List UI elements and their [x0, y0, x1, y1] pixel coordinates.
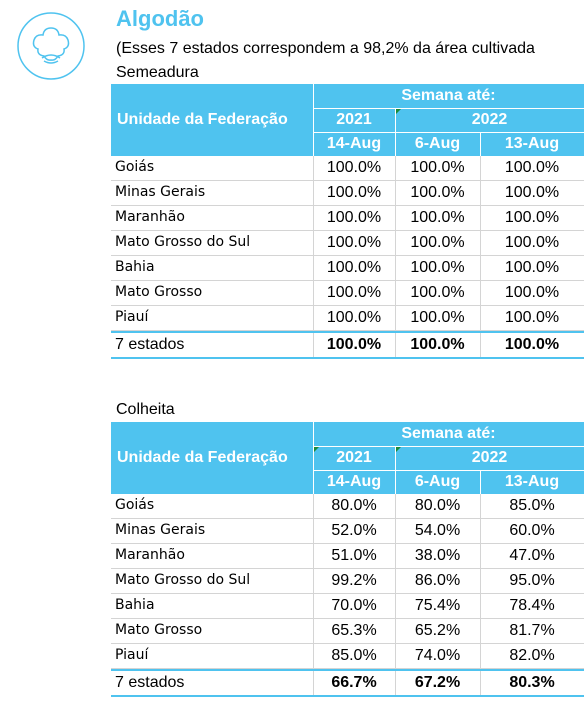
total-label: 7 estados: [115, 674, 185, 691]
uf-column-header: Unidade da Federação: [117, 111, 288, 128]
table-row: [111, 644, 584, 669]
value-2022-2: 100.0%: [504, 284, 560, 301]
value-2021: 100.0%: [326, 234, 382, 251]
value-2022-1: 86.0%: [414, 572, 461, 589]
semana-header: Semana até:: [401, 87, 496, 104]
cell-comment-marker: [396, 447, 401, 452]
table-row: [111, 206, 584, 231]
cell-comment-marker: [314, 447, 319, 452]
value-2022-1: 100.0%: [410, 309, 465, 326]
value-2021: 85.0%: [331, 647, 377, 664]
value-2022-1: 100.0%: [410, 159, 465, 176]
total-label: 7 estados: [115, 336, 185, 353]
uf-name: Maranhão: [115, 209, 185, 225]
date-header-2: 6-Aug: [414, 135, 461, 152]
value-2021: 70.0%: [331, 597, 377, 614]
value-2021: 99.2%: [331, 572, 377, 589]
value-2022-2: 47.0%: [509, 547, 555, 564]
uf-name: Maranhão: [115, 547, 185, 563]
value-2021: 100.0%: [326, 284, 382, 301]
table-row: [111, 181, 584, 206]
date-header-1: 14-Aug: [326, 135, 382, 152]
table-row: [111, 544, 584, 569]
value-2022-1: 100.0%: [410, 259, 465, 276]
year-header-2021: 2021: [336, 111, 372, 128]
uf-name: Mato Grosso do Sul: [115, 234, 251, 250]
total-value-2021: 100.0%: [326, 336, 382, 353]
year-header-2022: 2022: [471, 111, 508, 128]
year-header-2022: 2022: [471, 449, 508, 466]
total-row: [111, 669, 584, 697]
uf-column-header: Unidade da Federação: [117, 449, 288, 466]
value-2022-2: 100.0%: [504, 234, 560, 251]
table-row: [111, 281, 584, 306]
value-2022-1: 38.0%: [414, 547, 461, 564]
date-header-1: 14-Aug: [326, 473, 382, 490]
total-value-2021: 66.7%: [331, 674, 377, 691]
uf-name: Mato Grosso: [115, 622, 203, 638]
date-header-2: 6-Aug: [414, 473, 461, 490]
value-2021: 51.0%: [331, 547, 377, 564]
page-title: Algodão: [116, 6, 204, 31]
value-2022-1: 65.2%: [414, 622, 461, 639]
value-2022-2: 85.0%: [509, 497, 555, 514]
uf-name: Minas Gerais: [115, 522, 206, 538]
value-2022-1: 100.0%: [410, 234, 465, 251]
table-row: [111, 494, 584, 519]
uf-name: Mato Grosso: [115, 284, 203, 300]
table-row: [111, 231, 584, 256]
total-row: [111, 331, 584, 359]
uf-name: Piauí: [115, 309, 149, 325]
value-2021: 100.0%: [326, 159, 382, 176]
year-header-2021: 2021: [336, 449, 372, 466]
value-2021: 100.0%: [326, 259, 382, 276]
total-value-2022-2: 100.0%: [504, 336, 560, 353]
value-2021: 100.0%: [326, 184, 382, 201]
section-label-colheita: Colheita: [116, 401, 175, 418]
uf-name: Mato Grosso do Sul: [115, 572, 251, 588]
total-value-2022-2: 80.3%: [509, 674, 555, 691]
uf-name: Goiás: [115, 497, 155, 513]
table-header: [111, 422, 584, 494]
table-row: [111, 306, 584, 331]
value-2021: 52.0%: [331, 522, 377, 539]
table-row: [111, 594, 584, 619]
total-value-2022-1: 67.2%: [414, 674, 461, 691]
table-row: [111, 519, 584, 544]
value-2022-2: 78.4%: [509, 597, 555, 614]
uf-name: Bahia: [115, 259, 155, 275]
value-2021: 100.0%: [326, 209, 382, 226]
table-row: [111, 569, 584, 594]
value-2022-1: 74.0%: [414, 647, 461, 664]
value-2022-2: 60.0%: [509, 522, 555, 539]
value-2022-1: 100.0%: [410, 209, 465, 226]
date-header-3: 13-Aug: [504, 135, 560, 152]
value-2021: 65.3%: [331, 622, 377, 639]
value-2022-2: 100.0%: [504, 184, 560, 201]
value-2022-2: 100.0%: [504, 309, 560, 326]
uf-name: Bahia: [115, 597, 155, 613]
value-2022-2: 81.7%: [509, 622, 555, 639]
page-subtitle: (Esses 7 estados correspondem a 98,2% da área cultivada: [116, 40, 535, 57]
value-2021: 80.0%: [331, 497, 377, 514]
colheita-table: [111, 422, 584, 697]
uf-name: Minas Gerais: [115, 184, 206, 200]
value-2022-1: 75.4%: [414, 597, 461, 614]
section-label-semeadura: Semeadura: [116, 64, 199, 81]
value-2021: 100.0%: [326, 309, 382, 326]
total-value-2022-1: 100.0%: [410, 336, 465, 353]
uf-name: Goiás: [115, 159, 155, 175]
cotton-icon: [16, 11, 86, 81]
cell-comment-marker: [396, 109, 401, 114]
value-2022-2: 82.0%: [509, 647, 555, 664]
semeadura-table: [111, 84, 584, 359]
value-2022-2: 95.0%: [509, 572, 555, 589]
semana-header: Semana até:: [401, 425, 496, 442]
value-2022-2: 100.0%: [504, 259, 560, 276]
date-header-3: 13-Aug: [504, 473, 560, 490]
table-row: [111, 256, 584, 281]
value-2022-1: 100.0%: [410, 184, 465, 201]
table-row: [111, 156, 584, 181]
value-2022-1: 54.0%: [414, 522, 461, 539]
value-2022-2: 100.0%: [504, 159, 560, 176]
table-header: [111, 84, 584, 156]
value-2022-2: 100.0%: [504, 209, 560, 226]
value-2022-1: 80.0%: [414, 497, 461, 514]
uf-name: Piauí: [115, 647, 149, 663]
table-row: [111, 619, 584, 644]
value-2022-1: 100.0%: [410, 284, 465, 301]
